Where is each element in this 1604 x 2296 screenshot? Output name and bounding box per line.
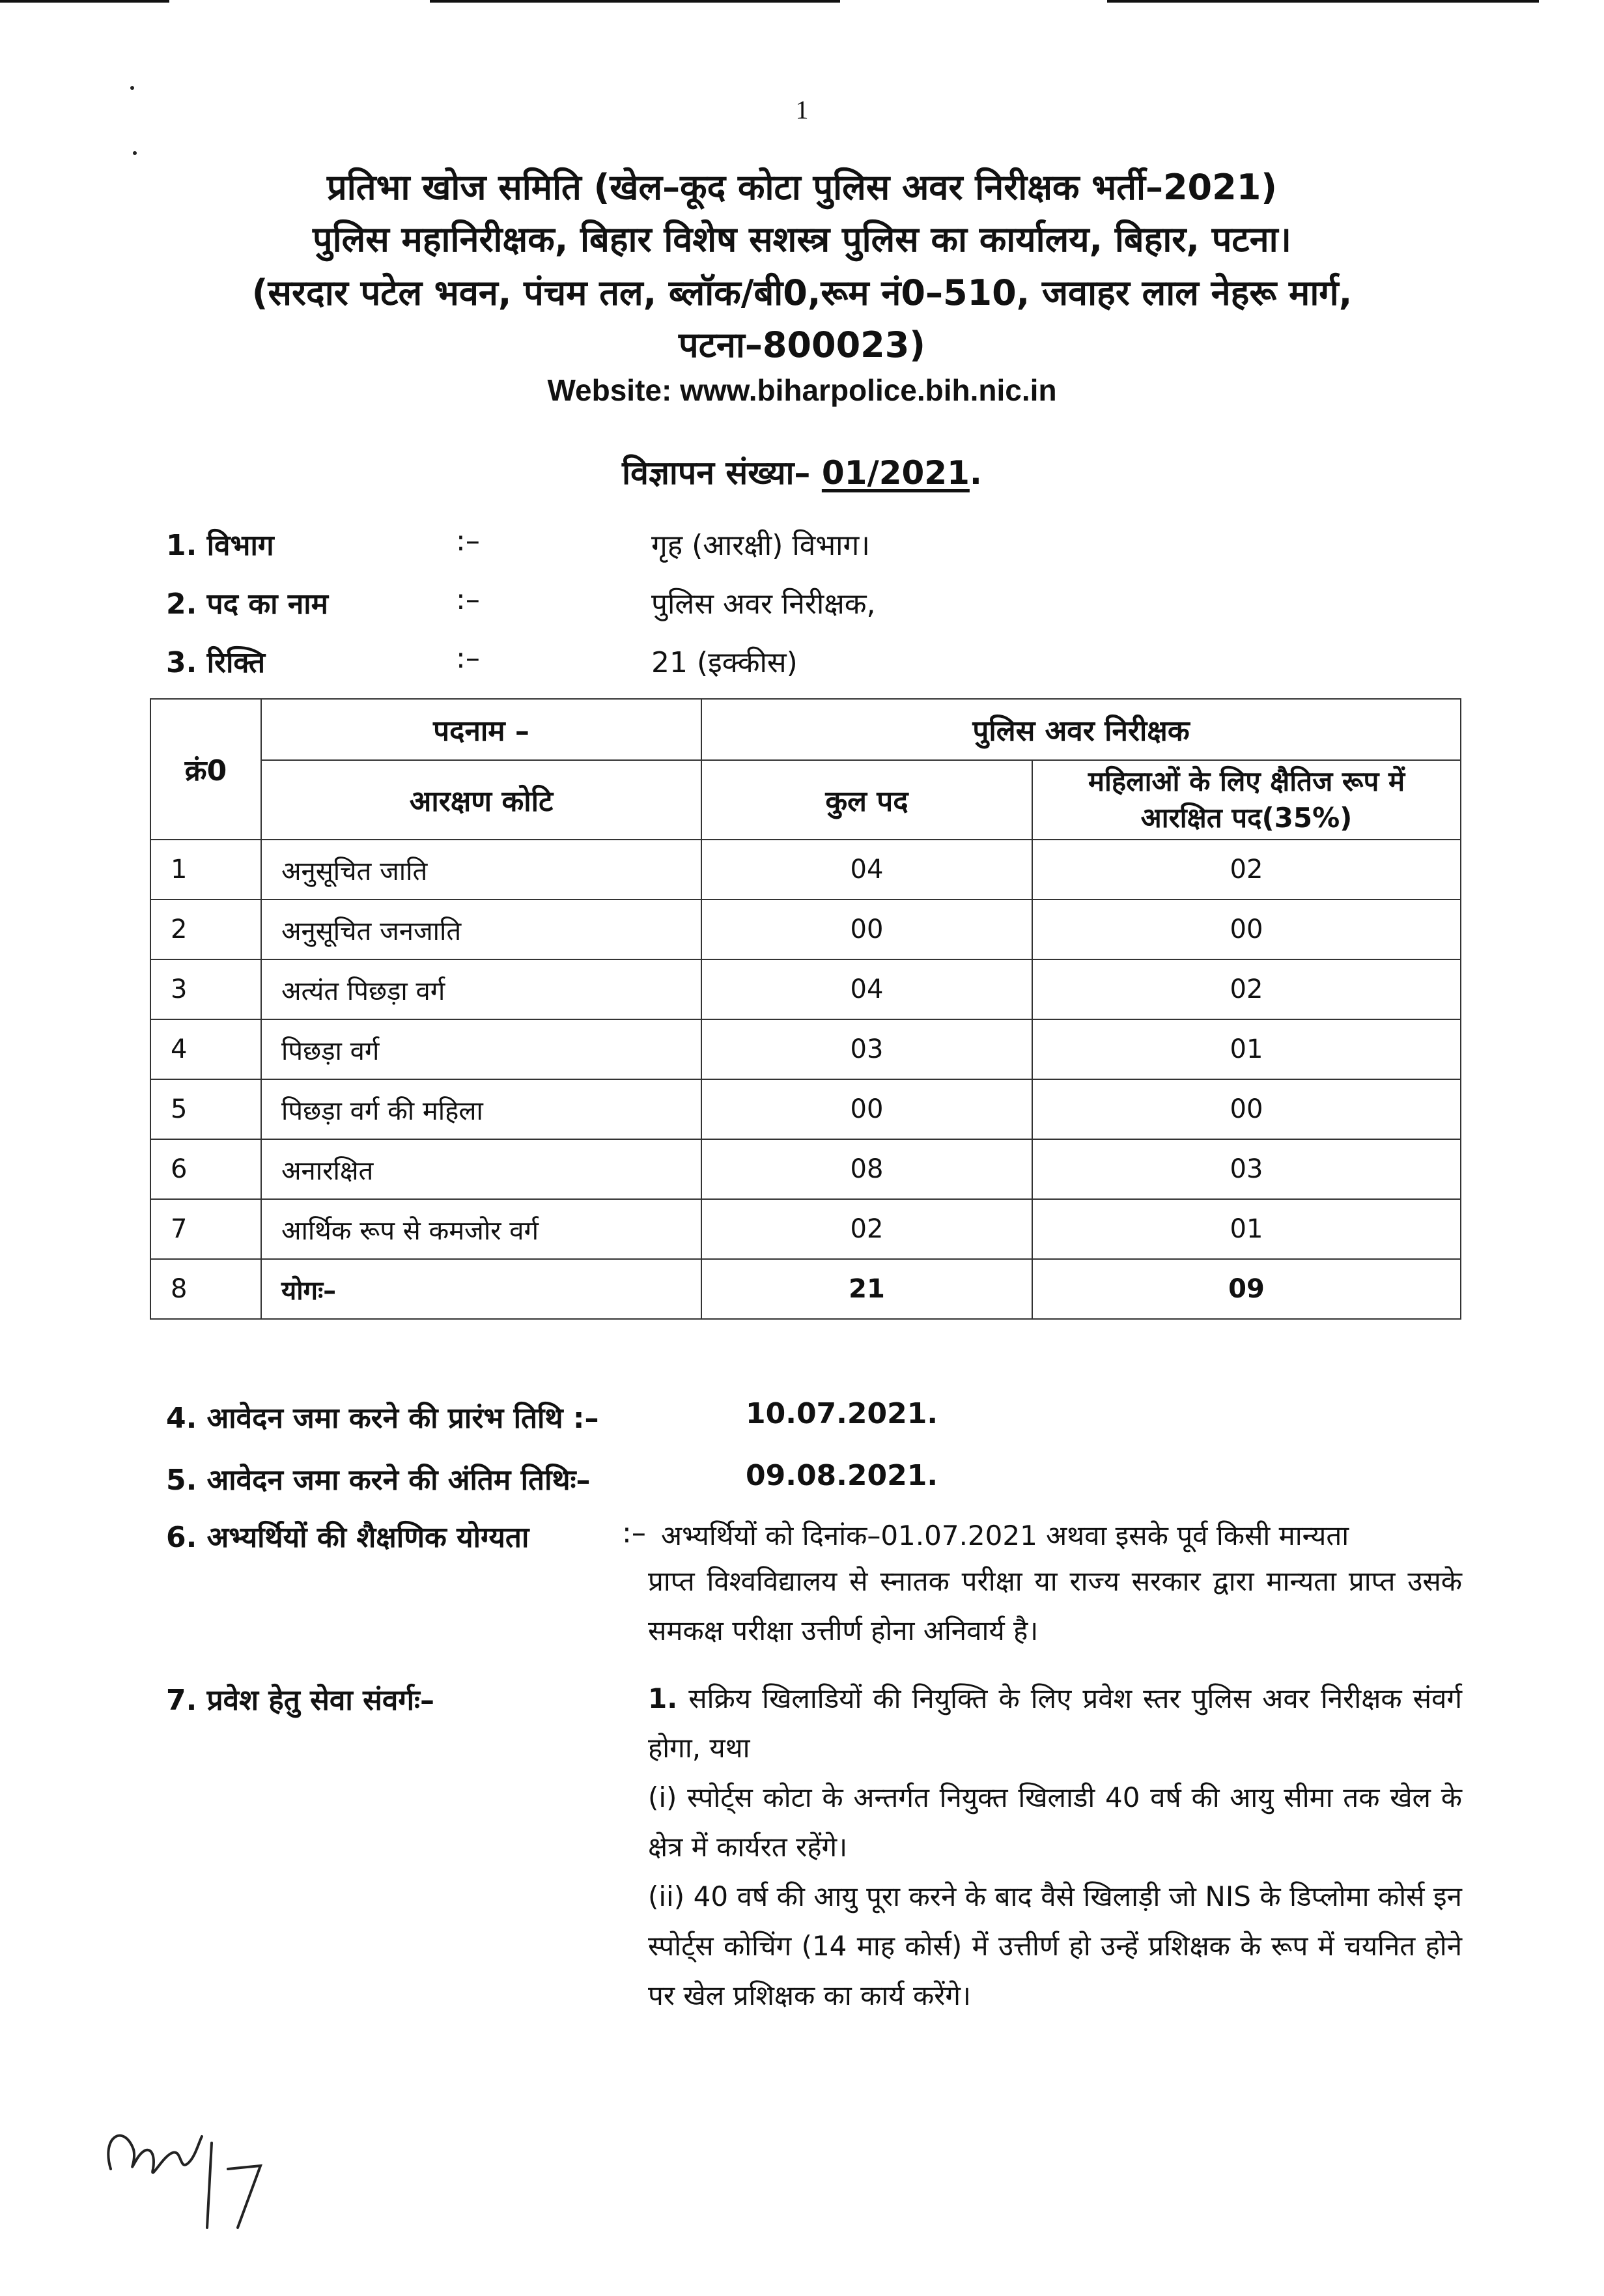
cell-serial: 5: [150, 1079, 261, 1139]
cell-total: 00: [701, 900, 1032, 959]
table-row: [150, 1139, 1461, 1199]
header-category: आरक्षण कोटि: [261, 760, 701, 840]
cell-total: 08: [701, 1139, 1032, 1199]
end-date-value: 09.08.2021.: [746, 1459, 938, 1492]
cell-women: 00: [1032, 1079, 1461, 1139]
table-subheader-row: [150, 760, 1461, 840]
start-date-label: 4. आवेदन जमा करने की प्रारंभ तिथि :–: [166, 1402, 599, 1435]
scan-speck: [133, 151, 137, 155]
end-date-label: 5. आवेदन जमा करने की अंतिम तिथिः–: [166, 1464, 591, 1497]
cell-serial: 2: [150, 900, 261, 959]
table-row: [150, 1019, 1461, 1079]
cell-total-sum: 21: [701, 1259, 1032, 1319]
table-row: [150, 959, 1461, 1019]
detail-value: पुलिस अवर निरीक्षक,: [651, 588, 876, 621]
cell-women: 01: [1032, 1199, 1461, 1259]
entry-cadre-point-i: (i) स्पोर्ट्स कोटा के अन्तर्गत नियुक्त खिलाडी 40 वर्ष की आयु सीमा तक खेल के क्षेत्र में कार्यरत रहेंगे।: [648, 1781, 1462, 1863]
header-line-4: पटना–800023): [679, 324, 925, 365]
start-date-value: 10.07.2021.: [746, 1397, 938, 1430]
cell-total: 04: [701, 840, 1032, 900]
detail-separator: :–: [456, 524, 480, 558]
table-row: [150, 840, 1461, 900]
cell-total: 04: [701, 959, 1032, 1019]
page-number: 1: [795, 95, 809, 124]
cell-serial: 7: [150, 1199, 261, 1259]
qualification-separator: :–: [622, 1516, 646, 1550]
advertisement-suffix: .: [969, 454, 982, 492]
qualification-label: 6. अभ्यर्थियों की शैक्षणिक योग्यता: [166, 1521, 529, 1554]
cell-serial: 8: [150, 1259, 261, 1319]
cell-total: 03: [701, 1019, 1032, 1079]
cell-serial: 1: [150, 840, 261, 900]
table-row: [150, 1199, 1461, 1259]
website: Website: www.biharpolice.bih.nic.in: [547, 373, 1057, 407]
point-1-number: 1.: [648, 1682, 678, 1714]
cell-category: पिछड़ा वर्ग की महिला: [261, 1079, 701, 1139]
cell-serial: 6: [150, 1139, 261, 1199]
advertisement-prefix: विज्ञापन संख्या–: [622, 454, 811, 492]
scan-edge-line-middle: [430, 0, 821, 3]
cell-total: 00: [701, 1079, 1032, 1139]
cell-women-sum: 09: [1032, 1259, 1461, 1319]
vacancy-table: [150, 698, 1461, 1320]
table-total-row: [150, 1259, 1461, 1319]
scan-edge-line-small: [821, 0, 840, 3]
header-line-1: प्रतिभा खोज समिति (खेल–कूद कोटा पुलिस अवर निरीक्षक भर्ती–2021): [327, 167, 1277, 208]
point-1-text: सक्रिय खिलाडियों की नियुक्ति के लिए प्रवेश स्तर पुलिस अवर निरीक्षक संवर्ग होगा, यथा: [648, 1682, 1462, 1764]
cell-category: आर्थिक रूप से कमजोर वर्ग: [261, 1199, 701, 1259]
cell-category-total: योगः–: [261, 1259, 701, 1319]
detail-label: 1. विभाग: [166, 529, 274, 562]
advertisement-number: [0, 449, 1604, 494]
scan-speck: [130, 86, 134, 90]
cell-women: 03: [1032, 1139, 1461, 1199]
header-post: पदनाम –: [261, 699, 701, 760]
detail-value: 21 (इक्कीस): [651, 646, 798, 679]
header-total-posts: कुल पद: [701, 760, 1032, 840]
entry-cadre-label: 7. प्रवेश हेतु सेवा संवर्गः–: [166, 1684, 434, 1717]
advertisement-value: 01/2021: [821, 454, 970, 492]
cell-women: 00: [1032, 900, 1461, 959]
qualification-text-rest: प्राप्त विश्वविद्यालय से स्नातक परीक्षा या राज्य सरकार द्वारा मान्यता प्राप्त उसके समकक्ष परीक्षा उत्तीर्ण होना अनिवार्य है।: [648, 1565, 1462, 1647]
cell-women: 02: [1032, 840, 1461, 900]
entry-cadre-point-ii: (ii) 40 वर्ष की आयु पूरा करने के बाद वैसे खिलाड़ी जो NIS के डिप्लोमा कोर्स इन स्पोर्ट्स कोचिंग (14 माह कोर्स) में उत्तीर्ण हो उन्हें प्रशिक्षक के रूप में चयनित होने पर खेल प्रशिक्षक का कार्य करेंगे।: [648, 1880, 1462, 2011]
cell-category: अनारक्षित: [261, 1139, 701, 1199]
cell-women: 01: [1032, 1019, 1461, 1079]
table-row: [150, 1079, 1461, 1139]
header-line-3: (सरदार पटेल भवन, पंचम तल, ब्लॉक/बी0,रूम नं0–510, जवाहर लाल नेहरू मार्ग,: [251, 272, 1353, 313]
table-row: [150, 900, 1461, 959]
header-women-posts: महिलाओं के लिए क्षैतिज रूप में आरक्षित पद(35%): [1032, 760, 1461, 840]
handwritten-signature: [98, 2097, 293, 2241]
cell-total: 02: [701, 1199, 1032, 1259]
entry-cadre-point-1: [648, 1674, 1462, 1773]
qualification-text-first: अभ्यर्थियों को दिनांक–01.07.2021 अथवा इसके पूर्व किसी मान्यता: [661, 1520, 1349, 1552]
detail-label: 2. पद का नाम: [166, 588, 328, 621]
cell-serial: 3: [150, 959, 261, 1019]
header-line-2: पुलिस महानिरीक्षक, बिहार विशेष सशस्त्र पुलिस का कार्यालय, बिहार, पटना।: [312, 219, 1292, 260]
header-post-name: पुलिस अवर निरीक्षक: [701, 699, 1461, 760]
cell-category: अत्यंत पिछड़ा वर्ग: [261, 959, 701, 1019]
detail-separator: :–: [456, 583, 480, 616]
detail-value: गृह (आरक्षी) विभाग।: [651, 529, 870, 562]
cell-women: 02: [1032, 959, 1461, 1019]
detail-separator: :–: [456, 642, 480, 675]
table-header-row: [150, 699, 1461, 760]
detail-label: 3. रिक्ति: [166, 646, 266, 679]
cell-category: अनुसूचित जाति: [261, 840, 701, 900]
cell-category: पिछड़ा वर्ग: [261, 1019, 701, 1079]
scan-edge-line-left: [0, 0, 169, 3]
cell-category: अनुसूचित जनजाति: [261, 900, 701, 959]
scan-edge-line-right: [1107, 0, 1539, 3]
cell-serial: 4: [150, 1019, 261, 1079]
header-serial: क्रं0: [150, 699, 261, 840]
